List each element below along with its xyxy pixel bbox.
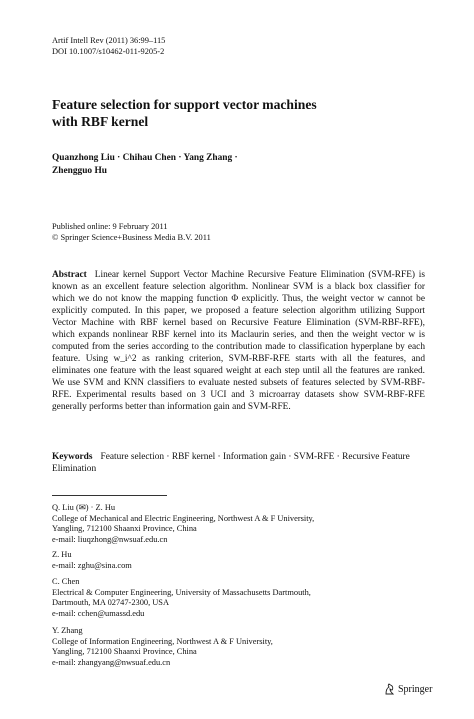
- affiliation-email[interactable]: e-mail: liuqzhong@nwsuaf.edu.cn: [52, 534, 168, 544]
- springer-logo: [384, 683, 432, 695]
- published-date: Published online: 9 February 2011: [52, 222, 168, 231]
- affiliation-chen: [52, 577, 311, 619]
- publication-info: [52, 222, 211, 243]
- paper-title: [52, 97, 432, 130]
- affiliation-address: Dartmouth, MA 02747-2300, USA: [52, 598, 170, 608]
- journal-header: [52, 36, 165, 57]
- author-list: [52, 152, 432, 177]
- authors-line-1: Quanzhong Liu · Chihau Chen · Yang Zhang ·: [52, 153, 238, 163]
- keywords-text: Feature selection · RBF kernel · Information gain · SVM-RFE · Recursive Feature Elimination: [52, 452, 410, 474]
- journal-citation: Artif Intell Rev (2011) 36:99–115: [52, 36, 166, 45]
- keywords-label: Keywords: [52, 452, 93, 462]
- keywords: [52, 451, 425, 475]
- affiliation-name: Q. Liu (✉) · Z. Hu: [52, 503, 116, 512]
- authors-line-2: Zhengguo Hu: [52, 165, 107, 176]
- affiliation-email[interactable]: e-mail: zghu@sina.com: [52, 560, 132, 570]
- affiliation-hu: [52, 550, 132, 571]
- doi: DOI 10.1007/s10462-011-9205-2: [52, 46, 165, 56]
- copyright: © Springer Science+Business Media B.V. 2011: [52, 232, 211, 242]
- affiliation-zhang: [52, 626, 273, 668]
- affiliation-dept: College of Information Engineering, Northwest A & F University,: [52, 636, 273, 646]
- title-line-1: Feature selection for support vector machines: [52, 97, 317, 112]
- footnote-rule: [52, 495, 167, 496]
- affiliation-name: Y. Zhang: [52, 626, 83, 635]
- abstract-text: Linear kernel Support Vector Machine Recursive Feature Elimination (SVM-RFE) is known as an excellent feature selection algorithm. Nonlinear SVM is a black box classifier for which we do not know the mapping function Φ explicitly. Thus, the weight vector w cannot be explicitly computed. In this paper, we proposed a feature selection algorithm utilizing Support Vector Machine with RBF kernel based on Recursive Feature Elimination (SVM-RBF-RFE), which expands nonlinear RBF kernel into its Maclaurin series, and then the weight vector w is computed from the series according to the contribution made to classification hyperplane by each feature. Using w_i^2 as ranking criterion, SVM-RBF-RFE starts with all the features, and eliminates one feature with the least squared weight at each step until all the features are ranked. We use SVM and KNN classifiers to evaluate nested subsets of features selected by SVM-RBF-RFE. Experimental results based on 3 UCI and 3 microarray datasets show SVM-RBF-RFE generally performs better than information gain and SVM-RFE.: [52, 270, 425, 412]
- springer-horse-icon: [384, 683, 395, 695]
- springer-wordmark: Springer: [398, 683, 433, 695]
- affiliation-dept: Electrical & Computer Engineering, University of Massachusetts Dartmouth,: [52, 587, 311, 597]
- title-line-2: with RBF kernel: [52, 113, 149, 129]
- affiliation-liu-hu: [52, 503, 314, 545]
- affiliation-email[interactable]: e-mail: zhangyang@nwsuaf.edu.cn: [52, 657, 171, 667]
- abstract-label: Abstract: [52, 270, 87, 280]
- affiliation-dept: College of Mechanical and Electric Engineering, Northwest A & F University,: [52, 513, 315, 523]
- abstract: [52, 269, 425, 413]
- affiliation-name: Z. Hu: [52, 550, 72, 559]
- affiliation-address: Yangling, 712100 Shaanxi Province, China: [52, 524, 197, 534]
- affiliation-name: C. Chen: [52, 577, 80, 586]
- affiliation-address: Yangling, 712100 Shaanxi Province, China: [52, 647, 197, 657]
- affiliation-email[interactable]: e-mail: cchen@umassd.edu: [52, 608, 145, 618]
